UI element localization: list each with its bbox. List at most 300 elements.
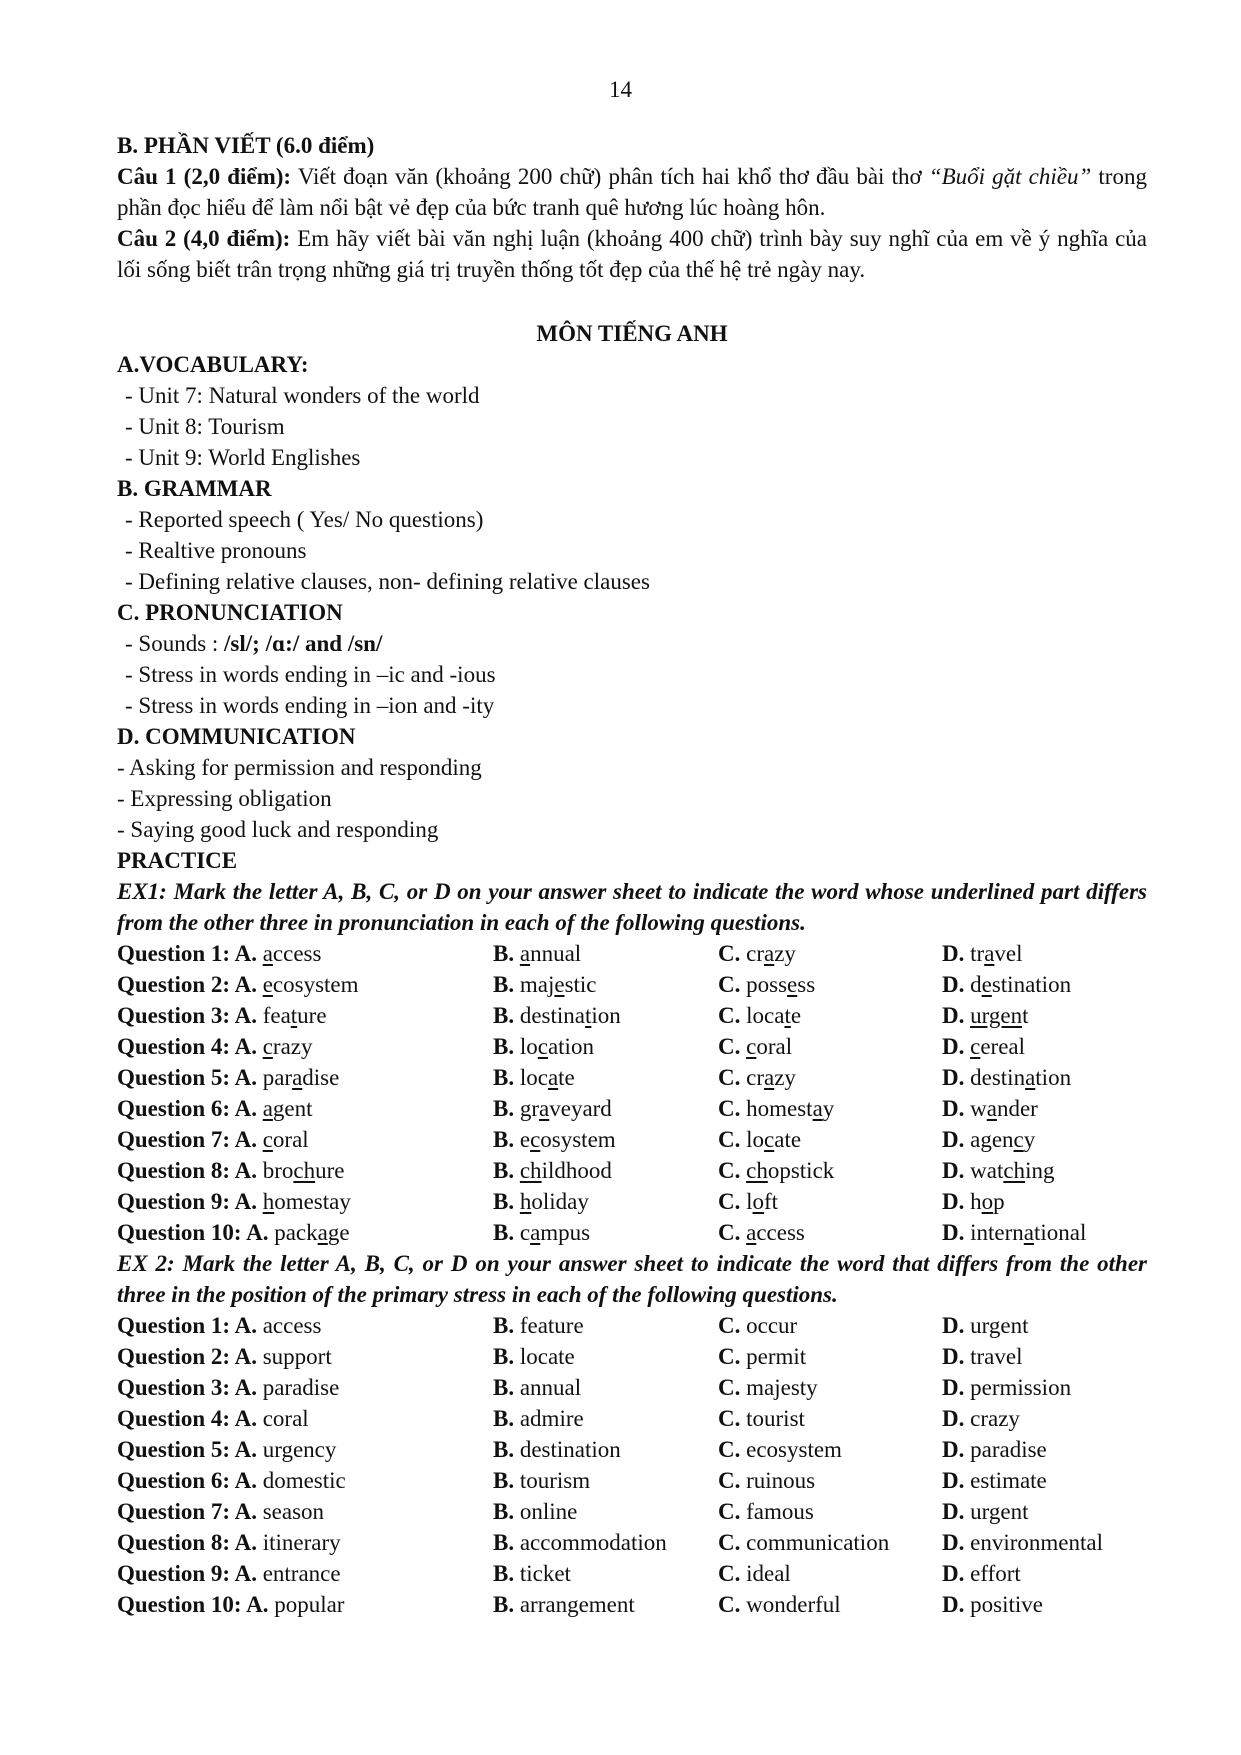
word-part: tion <box>1035 1065 1072 1090</box>
option-word: permission <box>970 1375 1072 1400</box>
option-word: effort <box>970 1561 1021 1586</box>
option-d <box>942 1062 1071 1093</box>
option-word <box>263 1189 351 1214</box>
question-label: Question 8: <box>117 1530 235 1555</box>
word-part: homest <box>746 1096 813 1121</box>
underlined-part: e <box>981 972 992 997</box>
word-part: oliday <box>531 1189 589 1214</box>
word-part: cr <box>746 1065 764 1090</box>
word-part: ge <box>327 1220 350 1245</box>
underlined-part: a <box>764 941 775 966</box>
option-b <box>493 1434 621 1465</box>
pronunciation-heading: C. PRONUNCIATION <box>117 600 343 625</box>
underlined-part: e <box>262 972 273 997</box>
word-part: te <box>558 1065 575 1090</box>
q2-label: Câu 2 (4,0 điểm): <box>117 226 291 251</box>
option-word <box>263 1127 309 1152</box>
word-part: e <box>790 1003 802 1028</box>
option-b <box>493 969 597 1000</box>
underlined-part: o <box>752 1189 765 1214</box>
question-label: Question 2: <box>117 1344 235 1369</box>
question-row <box>117 1372 1147 1403</box>
underlined-part: c <box>262 1034 273 1059</box>
option-b <box>493 1124 616 1155</box>
option-word <box>520 972 597 997</box>
word-part: d <box>970 972 982 997</box>
question-row <box>117 1403 1147 1434</box>
option-word <box>746 972 815 997</box>
option-word: positive <box>970 1592 1043 1617</box>
question-label: Question 9: <box>117 1561 235 1586</box>
pronunciation-list <box>117 659 1147 721</box>
word-part: destina <box>519 1003 585 1028</box>
option-letter: A. <box>234 1530 263 1555</box>
option-word: support <box>262 1344 332 1369</box>
option-letter: B. <box>493 1003 520 1028</box>
option-word <box>970 1065 1071 1090</box>
word-part: fea <box>262 1003 291 1028</box>
option-b <box>493 1093 612 1124</box>
question-row <box>117 1217 1147 1248</box>
writing-question-2 <box>117 223 1147 285</box>
word-part: ccess <box>756 1220 805 1245</box>
option-c <box>718 1217 805 1248</box>
sounds-label: - Sounds : <box>125 631 225 656</box>
option-letter: C. <box>718 1406 747 1431</box>
underlined-part: a <box>1025 1065 1036 1090</box>
word-part: ure <box>315 1158 345 1183</box>
option-letter: D. <box>942 1003 971 1028</box>
option-d <box>942 969 1071 1000</box>
underlined-part: ch <box>746 1158 768 1183</box>
option-letter: C. <box>718 972 747 997</box>
q1-poem-title: “Buổi gặt chiều” <box>928 164 1092 189</box>
option-letter: C. <box>718 1561 747 1586</box>
option-c <box>718 1062 796 1093</box>
option-d <box>942 1124 1035 1155</box>
option-a <box>117 1186 351 1217</box>
option-letter: B. <box>493 1468 520 1493</box>
option-b <box>493 1217 590 1248</box>
communication-item: - Asking for permission and responding <box>117 755 482 780</box>
option-word: online <box>519 1499 578 1524</box>
word-part: osystem <box>540 1127 616 1152</box>
word-part: dise <box>302 1065 340 1090</box>
option-word <box>263 1158 345 1183</box>
option-word: tourist <box>746 1406 805 1431</box>
option-word <box>970 1189 1005 1214</box>
underlined-part: ch <box>1003 1158 1026 1183</box>
underlined-part: a <box>292 1065 303 1090</box>
option-word <box>746 1127 801 1152</box>
option-letter: A. <box>246 1592 275 1617</box>
question-row <box>117 1062 1147 1093</box>
sounds-item <box>117 628 1147 659</box>
option-letter: A. <box>234 1003 263 1028</box>
word-part: ft <box>764 1189 779 1214</box>
option-letter: C. <box>718 1127 747 1152</box>
question-row <box>117 1434 1147 1465</box>
question-row <box>117 1310 1147 1341</box>
option-word: famous <box>746 1499 814 1524</box>
option-c <box>718 1124 801 1155</box>
option-letter: B. <box>493 1127 520 1152</box>
option-word <box>520 1127 616 1152</box>
option-b <box>493 1186 589 1217</box>
option-c <box>718 1155 834 1186</box>
option-letter: D. <box>942 1313 971 1338</box>
option-a <box>117 1093 313 1124</box>
option-a <box>117 1496 324 1527</box>
option-letter: A. <box>234 1158 263 1183</box>
word-part: destin <box>970 1065 1026 1090</box>
word-part: wat <box>970 1158 1004 1183</box>
word-part: nder <box>996 1096 1038 1121</box>
option-letter: B. <box>493 972 520 997</box>
option-word <box>263 1065 340 1090</box>
word-part: y <box>1023 1127 1036 1152</box>
question-row <box>117 1589 1147 1620</box>
word-part: mpus <box>540 1220 591 1245</box>
question-label: Question 7: <box>117 1499 235 1524</box>
vocab-item: - Unit 8: Tourism <box>125 414 285 439</box>
option-c <box>718 1341 806 1372</box>
option-a <box>117 969 359 1000</box>
option-b <box>493 1465 590 1496</box>
option-letter: A. <box>246 1220 275 1245</box>
option-word <box>520 1158 612 1183</box>
option-d <box>942 1403 1020 1434</box>
vocab-item: - Unit 9: World Englishes <box>125 445 361 470</box>
underlined-part: h <box>262 1189 275 1214</box>
communication-list <box>117 752 1147 845</box>
option-letter: B. <box>493 1065 520 1090</box>
option-letter: B. <box>493 1375 520 1400</box>
question-label: Question 9: <box>117 1189 235 1214</box>
option-letter: C. <box>718 1313 747 1338</box>
option-word: urgency <box>262 1437 337 1462</box>
option-c <box>718 1496 814 1527</box>
option-letter: C. <box>718 1592 747 1617</box>
option-word: ideal <box>746 1561 791 1586</box>
word-part: tr <box>970 941 985 966</box>
option-a <box>117 938 321 969</box>
option-word <box>520 941 581 966</box>
underlined-part: ch <box>519 1158 542 1183</box>
q1-label: Câu 1 (2,0 điểm): <box>117 164 292 189</box>
option-word <box>746 1220 805 1245</box>
word-part: oral <box>756 1034 793 1059</box>
option-c <box>718 1093 834 1124</box>
question-label: Question 1: <box>117 941 235 966</box>
word-part: pack <box>274 1220 318 1245</box>
word-part: ion <box>591 1003 621 1028</box>
option-letter: C. <box>718 941 747 966</box>
ex2-instruction: EX 2: Mark the letter A, B, C, or D on your answer sheet to indicate the word that differs from the other three in the position of the primary stress in each of the following questions. <box>117 1251 1147 1307</box>
grammar-item: - Realtive pronouns <box>125 538 307 563</box>
option-word <box>520 1189 589 1214</box>
option-a <box>117 1155 344 1186</box>
option-letter: B. <box>493 1189 520 1214</box>
word-part: bro <box>262 1158 294 1183</box>
option-word <box>746 1065 796 1090</box>
option-letter: C. <box>718 1220 747 1245</box>
option-letter: C. <box>718 1468 747 1493</box>
option-letter: C. <box>718 1437 747 1462</box>
option-word: urgent <box>970 1499 1029 1524</box>
option-word <box>746 1158 834 1183</box>
word-part: h <box>970 1189 982 1214</box>
option-a <box>117 1124 309 1155</box>
option-word: access <box>262 1313 322 1338</box>
word-part: ure <box>297 1003 327 1028</box>
option-a <box>117 1589 344 1620</box>
option-c <box>718 1527 889 1558</box>
grammar-item: - Reported speech ( Yes/ No questions) <box>125 507 484 532</box>
question-label: Question 5: <box>117 1437 235 1462</box>
option-letter: A. <box>234 1561 263 1586</box>
option-c <box>718 969 815 1000</box>
option-word <box>263 1096 313 1121</box>
word-part: c <box>519 1220 531 1245</box>
question-label: Question 1: <box>117 1313 235 1338</box>
option-word <box>746 1096 834 1121</box>
grammar-list <box>117 504 1147 597</box>
underlined-part: c <box>746 1034 757 1059</box>
question-label: Question 5: <box>117 1065 235 1090</box>
question-row <box>117 1527 1147 1558</box>
english-title: MÔN TIẾNG ANH <box>536 321 728 346</box>
question-row <box>117 1155 1147 1186</box>
underlined-part: ch <box>293 1158 316 1183</box>
option-letter: B. <box>493 1158 520 1183</box>
option-letter: B. <box>493 941 520 966</box>
q1-text-pre: Viết đoạn văn (khoảng 200 chữ) phân tích hai khổ thơ đầu bài thơ <box>291 164 929 189</box>
page-content <box>117 130 1147 1620</box>
option-word <box>970 1127 1035 1152</box>
communication-heading: D. COMMUNICATION <box>117 724 356 749</box>
option-b <box>493 1589 635 1620</box>
option-letter: A. <box>234 1127 263 1152</box>
underlined-part: e <box>787 972 798 997</box>
word-part: cosystem <box>272 972 359 997</box>
option-b <box>493 1310 584 1341</box>
option-a <box>117 1558 341 1589</box>
q1-text-post: trong phần đọc hiểu để làm nổi bật vẻ đẹp của bức tranh quê hương lúc hoàng hôn. <box>117 164 1147 220</box>
option-word <box>746 1189 778 1214</box>
q2-text: Em hãy viết bài văn nghị luận (khoảng 400 chữ) trình bày suy nghĩ của em về ý nghĩa của lối sống biết trân trọng những giá trị truyền thống tốt đẹp của thế hệ trẻ ngày nay. <box>117 226 1147 282</box>
word-part: intern <box>970 1220 1024 1245</box>
option-word <box>263 972 359 997</box>
option-letter: A. <box>234 1375 263 1400</box>
option-letter: A. <box>234 1096 263 1121</box>
option-word <box>970 1158 1054 1183</box>
question-row <box>117 1124 1147 1155</box>
question-row <box>117 1186 1147 1217</box>
question-label: Question 10: <box>117 1220 247 1245</box>
option-a <box>117 1000 327 1031</box>
option-letter: B. <box>493 1096 520 1121</box>
option-word <box>970 1003 1028 1028</box>
option-word <box>970 1096 1038 1121</box>
option-d <box>942 1465 1047 1496</box>
option-word: permit <box>746 1344 807 1369</box>
option-b <box>493 1403 584 1434</box>
option-word: accommodation <box>519 1530 667 1555</box>
option-letter: B. <box>493 1344 520 1369</box>
word-part: tional <box>1034 1220 1087 1245</box>
word-part: gr <box>519 1096 540 1121</box>
word-part: omestay <box>274 1189 351 1214</box>
option-letter: A. <box>234 1468 263 1493</box>
word-part: ereal <box>980 1034 1026 1059</box>
option-a <box>117 1031 313 1062</box>
option-letter: D. <box>942 1530 971 1555</box>
option-word <box>746 1003 801 1028</box>
option-word <box>520 1220 590 1245</box>
option-letter: D. <box>942 972 971 997</box>
option-word: urgent <box>970 1313 1029 1338</box>
underlined-part: a <box>262 1096 273 1121</box>
word-part: gent <box>272 1096 313 1121</box>
underlined-part: a <box>519 941 531 966</box>
option-word: itinerary <box>262 1530 341 1555</box>
vocab-heading: A.VOCABULARY: <box>117 352 309 377</box>
word-part: loc <box>519 1065 548 1090</box>
underlined-part: a <box>986 1096 997 1121</box>
question-row <box>117 1031 1147 1062</box>
option-letter: C. <box>718 1096 747 1121</box>
option-letter: B. <box>493 1437 520 1462</box>
option-word: ticket <box>519 1561 571 1586</box>
option-letter: D. <box>942 1065 971 1090</box>
option-letter: A. <box>234 1437 263 1462</box>
option-d <box>942 1000 1028 1031</box>
option-letter: A. <box>234 1406 263 1431</box>
word-part: lo <box>746 1127 765 1152</box>
word-part: maj <box>519 972 555 997</box>
option-c <box>718 1589 841 1620</box>
option-a <box>117 1217 350 1248</box>
question-label: Question 7: <box>117 1127 235 1152</box>
option-word <box>746 1034 792 1059</box>
underlined-part: c <box>537 1034 548 1059</box>
underlined-part: a <box>547 1065 559 1090</box>
underlined-part: a <box>530 1220 541 1245</box>
underlined-part: t <box>290 1003 298 1028</box>
option-letter: D. <box>942 1561 971 1586</box>
question-label: Question 10: <box>117 1592 247 1617</box>
option-c <box>718 1372 818 1403</box>
option-letter: B. <box>493 1530 520 1555</box>
word-part: ildhood <box>541 1158 612 1183</box>
word-part: opstick <box>767 1158 835 1183</box>
option-a <box>117 1527 341 1558</box>
option-c <box>718 1000 801 1031</box>
communication-item: - Saying good luck and responding <box>117 817 439 842</box>
option-word <box>520 1034 594 1059</box>
option-word <box>263 1003 327 1028</box>
question-label: Question 3: <box>117 1003 235 1028</box>
option-c <box>718 938 796 969</box>
option-c <box>718 1403 805 1434</box>
option-letter: C. <box>718 1530 747 1555</box>
question-row <box>117 1465 1147 1496</box>
option-d <box>942 1031 1025 1062</box>
communication-item: - Expressing obligation <box>117 786 332 811</box>
option-word: admire <box>519 1406 584 1431</box>
option-word: entrance <box>262 1561 341 1586</box>
question-row <box>117 1341 1147 1372</box>
option-letter: D. <box>942 1189 971 1214</box>
ex2-questions <box>117 1310 1147 1620</box>
option-word: annual <box>519 1375 582 1400</box>
word-part: y <box>822 1096 835 1121</box>
option-word: environmental <box>970 1530 1103 1555</box>
option-letter: A. <box>234 972 263 997</box>
option-d <box>942 1589 1043 1620</box>
question-label: Question 8: <box>117 1158 235 1183</box>
vocab-item: - Unit 7: Natural wonders of the world <box>125 383 480 408</box>
option-letter: D. <box>942 1592 971 1617</box>
option-word: estimate <box>970 1468 1047 1493</box>
option-d <box>942 1496 1028 1527</box>
option-letter: B. <box>493 1220 520 1245</box>
option-letter: D. <box>942 1406 971 1431</box>
option-word <box>263 941 322 966</box>
sounds-value: /sl/; /ɑ:/ and /sn/ <box>224 631 383 656</box>
option-d <box>942 1093 1038 1124</box>
option-word: occur <box>746 1313 798 1338</box>
underlined-part: urgen <box>970 1003 1023 1028</box>
option-word: domestic <box>262 1468 346 1493</box>
question-label: Question 4: <box>117 1406 235 1431</box>
option-d <box>942 1310 1028 1341</box>
word-part: vel <box>994 941 1023 966</box>
pronunciation-item: - Stress in words ending in –ion and -ity <box>125 693 495 718</box>
option-word: destination <box>519 1437 621 1462</box>
option-word <box>970 1220 1086 1245</box>
vocab-list <box>117 380 1147 473</box>
word-part: stic <box>564 972 597 997</box>
option-letter: C. <box>718 1344 747 1369</box>
question-label: Question 2: <box>117 972 235 997</box>
word-part: ation <box>547 1034 594 1059</box>
option-c <box>718 1031 792 1062</box>
option-letter: B. <box>493 1406 520 1431</box>
underlined-part: a <box>984 941 995 966</box>
option-letter: D. <box>942 1499 971 1524</box>
option-letter: B. <box>493 1561 520 1586</box>
underlined-part: a <box>539 1096 550 1121</box>
option-d <box>942 1186 1005 1217</box>
question-row <box>117 938 1147 969</box>
option-b <box>493 938 581 969</box>
option-d <box>942 938 1023 969</box>
option-word <box>746 941 796 966</box>
option-letter: D. <box>942 1468 971 1493</box>
option-word: crazy <box>970 1406 1020 1431</box>
option-b <box>493 1155 612 1186</box>
word-part: par <box>262 1065 293 1090</box>
option-letter: A. <box>234 1344 263 1369</box>
option-word: communication <box>746 1530 890 1555</box>
option-letter: C. <box>718 1003 747 1028</box>
option-b <box>493 1496 577 1527</box>
option-c <box>718 1558 791 1589</box>
underlined-part: a <box>317 1220 328 1245</box>
option-word <box>274 1220 349 1245</box>
